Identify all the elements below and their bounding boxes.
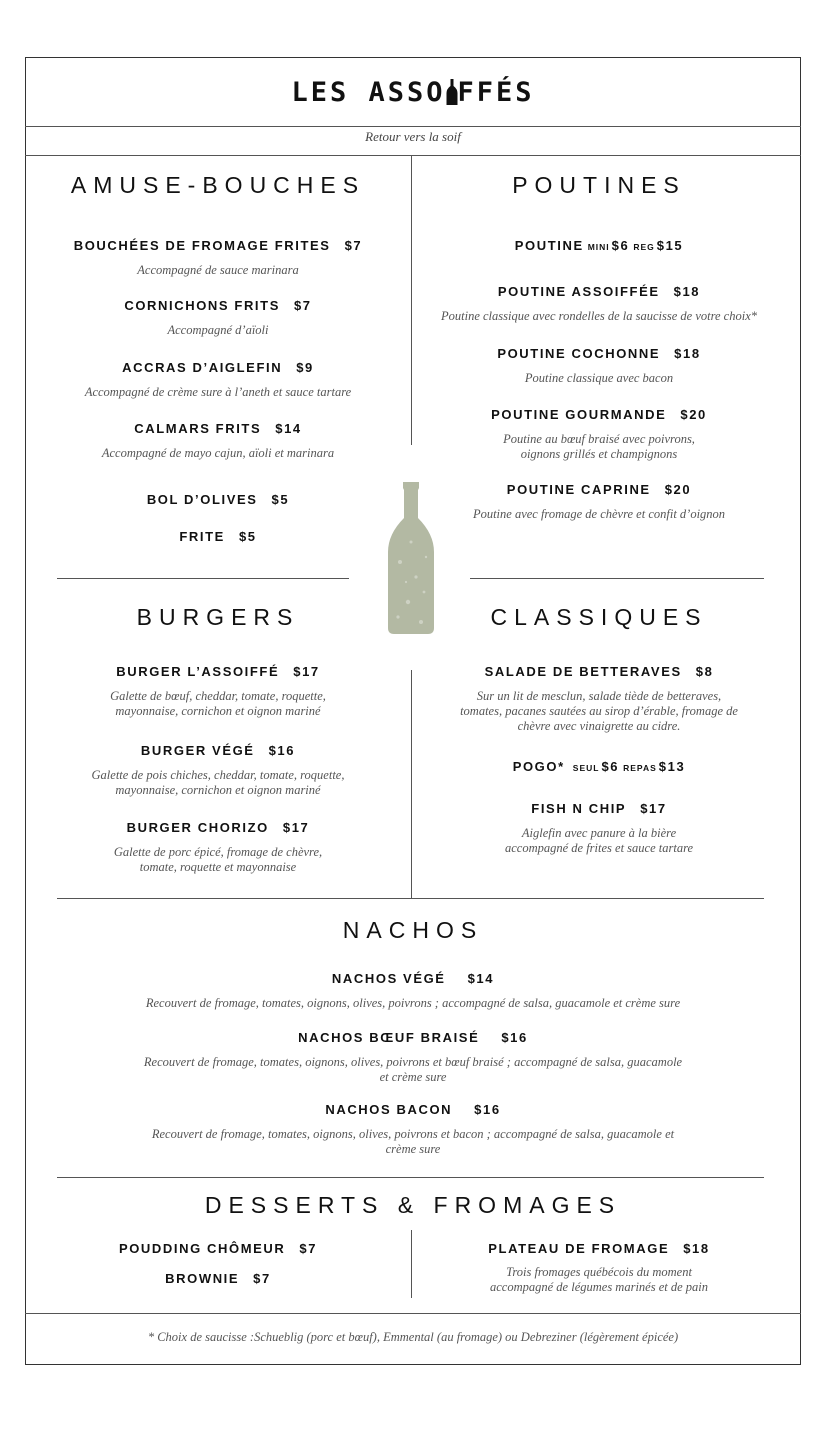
item-name: BROWNIE (165, 1271, 240, 1286)
item-description: Recouvert de fromage, tomates, oignons, olives, poivrons et bœuf braisé ; accompagné de salsa, guacamole (143, 1055, 683, 1069)
item-name: POUTINE COCHONNE (497, 346, 661, 361)
divider-left-mid (57, 578, 349, 579)
item-name: BURGER VÉGÉ (140, 743, 255, 758)
item-name: ACCRAS D’AIGLEFIN (122, 360, 283, 375)
item-description: oignons grillés et champignons (520, 447, 678, 461)
item-price: $5 (271, 492, 290, 507)
bottle-icon (446, 79, 458, 105)
item-description: Recouvert de fromage, tomates, oignons, olives, poivrons ; accompagné de salsa, guacamole et crème sure (145, 996, 681, 1010)
item-price: $7 (253, 1271, 271, 1286)
size-label: REG (633, 242, 655, 252)
item-name: POUTINE (514, 238, 584, 253)
divider-before-nachos (57, 898, 764, 899)
item-name: SALADE DE BETTERAVES (484, 664, 682, 679)
item-name: BURGER L’ASSOIFFÉ (116, 664, 280, 679)
item-price: $9 (296, 360, 314, 375)
item-price: $17 (640, 801, 667, 816)
item-description: Accompagné de crème sure à l’aneth et sauce tartare (84, 385, 352, 399)
size-label: REPAS (623, 763, 657, 773)
menu-item (25, 743, 411, 798)
item-price: $17 (282, 820, 310, 835)
item-price: $16 (501, 1030, 528, 1045)
item-name: CALMARS FRITS (134, 421, 262, 436)
menu-item (25, 492, 411, 507)
item-name: PLATEAU DE FROMAGE (488, 1241, 670, 1256)
item-description: Trois fromages québécois du moment (506, 1265, 692, 1279)
item-description: Aiglefin avec panure à la bière (521, 826, 677, 840)
menu-item (25, 360, 411, 400)
menu-item (25, 1241, 411, 1256)
menu-item (411, 664, 787, 734)
item-description: et crème sure (379, 1070, 447, 1084)
item-name: NACHOS BACON (325, 1102, 453, 1117)
menu-header (25, 57, 801, 127)
divider-right-mid (470, 578, 764, 579)
item-description: Sur un lit de mesclun, salade tiède de betteraves, (476, 689, 722, 703)
tagline-divider (25, 155, 801, 156)
menu-item (411, 346, 787, 386)
section-title-burgers: BURGERS (136, 604, 300, 630)
menu-item (25, 971, 801, 1011)
item-description: Poutine classique avec rondelles de la saucisse de votre choix* (441, 309, 757, 323)
item-name: POUTINE GOURMANDE (491, 407, 667, 422)
item-description: Accompagné de sauce marinara (137, 263, 299, 277)
item-description: chèvre avec vinaigrette au cidre. (517, 719, 681, 733)
menu-item (411, 482, 787, 522)
item-price: $6 (601, 759, 620, 774)
item-name: FISH N CHIP (531, 801, 627, 816)
section-title-classiques: CLASSIQUES (490, 604, 708, 630)
item-price: $6 (611, 238, 630, 253)
menu-item (411, 284, 787, 324)
header-divider (25, 126, 801, 127)
item-name: CORNICHONS FRITS (124, 298, 280, 313)
item-price: $15 (656, 238, 684, 253)
item-price: $17 (293, 664, 320, 679)
section-title-nachos: NACHOS (342, 917, 484, 943)
item-description: Accompagné d’aïoli (167, 323, 269, 337)
menu-item (411, 759, 787, 774)
item-description: accompagné de frites et sauce tartare (504, 841, 694, 855)
divider-before-footnote (25, 1313, 801, 1314)
item-description: Accompagné de mayo cajun, aïoli et marinara (101, 446, 335, 460)
sausage-footnote: * Choix de saucisse :Schueblig (porc et bœuf), Emmental (au fromage) ou Debreziner (légèrement épicée) (147, 1330, 679, 1344)
menu-item (411, 801, 787, 856)
menu-item (25, 1271, 411, 1286)
menu-item (411, 1241, 787, 1295)
item-description: mayonnaise, cornichon et oignon mariné (115, 783, 321, 797)
item-description: Poutine classique avec bacon (524, 371, 674, 385)
item-name: BURGER CHORIZO (126, 820, 269, 835)
item-description: crème sure (385, 1142, 441, 1156)
item-description: Galette de pois chiches, cheddar, tomate, roquette, (91, 768, 345, 782)
restaurant-title (291, 77, 534, 108)
item-description: accompagné de légumes marinés et de pain (490, 1280, 708, 1294)
item-description: tomate, roquette et mayonnaise (139, 860, 297, 874)
section-title-desserts: DESSERTS & FROMAGES (204, 1192, 622, 1218)
item-price: $13 (658, 759, 686, 774)
menu-item (25, 298, 411, 338)
item-price: $7 (344, 238, 363, 253)
size-label: SEUL (572, 763, 600, 773)
item-name: FRITE (179, 529, 225, 544)
size-label: MINI (587, 242, 610, 252)
item-price: $20 (680, 407, 707, 422)
title-left: LES ASSO (291, 76, 446, 108)
item-description: mayonnaise, cornichon et oignon mariné (115, 704, 321, 718)
item-price: $16 (268, 743, 296, 758)
menu-item (411, 407, 787, 462)
menu-item (25, 238, 411, 278)
item-description: Poutine au bœuf braisé avec poivrons, (503, 432, 695, 446)
menu-item (25, 421, 411, 461)
section-title-amuse-bouches: AMUSE-BOUCHES (70, 172, 366, 198)
item-name: BOUCHÉES DE FROMAGE FRITES (73, 238, 331, 253)
menu-item (25, 529, 411, 544)
item-name: NACHOS BŒUF BRAISÉ (298, 1030, 480, 1045)
menu-item (411, 238, 787, 253)
item-price: $20 (664, 482, 692, 497)
divider-before-desserts (57, 1177, 764, 1178)
item-price: $14 (467, 971, 495, 986)
section-title-poutines: POUTINES (512, 172, 686, 198)
item-price: $7 (293, 298, 312, 313)
item-price: $8 (695, 664, 714, 679)
item-description: Galette de bœuf, cheddar, tomate, roquette, (110, 689, 326, 703)
item-name: BOL D’OLIVES (146, 492, 258, 507)
item-price: $7 (299, 1241, 318, 1256)
item-name: POUTINE CAPRINE (506, 482, 651, 497)
item-price: $16 (474, 1102, 501, 1117)
item-price: $5 (238, 529, 257, 544)
item-description: tomates, pacanes sautées au sirop d’érable, fromage de (460, 704, 738, 718)
item-name: NACHOS VÉGÉ (331, 971, 446, 986)
item-name: POUTINE ASSOIFFÉE (497, 284, 660, 299)
item-price: $18 (674, 346, 701, 361)
menu-item (25, 1102, 801, 1157)
item-name: POUDDING CHÔMEUR (118, 1241, 286, 1256)
menu-item (25, 1030, 801, 1085)
item-price: $18 (673, 284, 701, 299)
title-right: FFÉS (457, 76, 535, 108)
item-price: $14 (275, 421, 302, 436)
item-price: $18 (683, 1241, 710, 1256)
item-description: Recouvert de fromage, tomates, oignons, olives, poivrons et bacon ; accompagné de salsa, guacamole et (151, 1127, 675, 1141)
menu-item (25, 664, 411, 719)
item-name: POGO* (512, 759, 565, 774)
tagline: Retour vers la soif (365, 129, 461, 144)
menu-item (25, 820, 411, 875)
item-description: Galette de porc épicé, fromage de chèvre, (113, 845, 323, 859)
item-description: Poutine avec fromage de chèvre et confit d’oignon (472, 507, 726, 521)
